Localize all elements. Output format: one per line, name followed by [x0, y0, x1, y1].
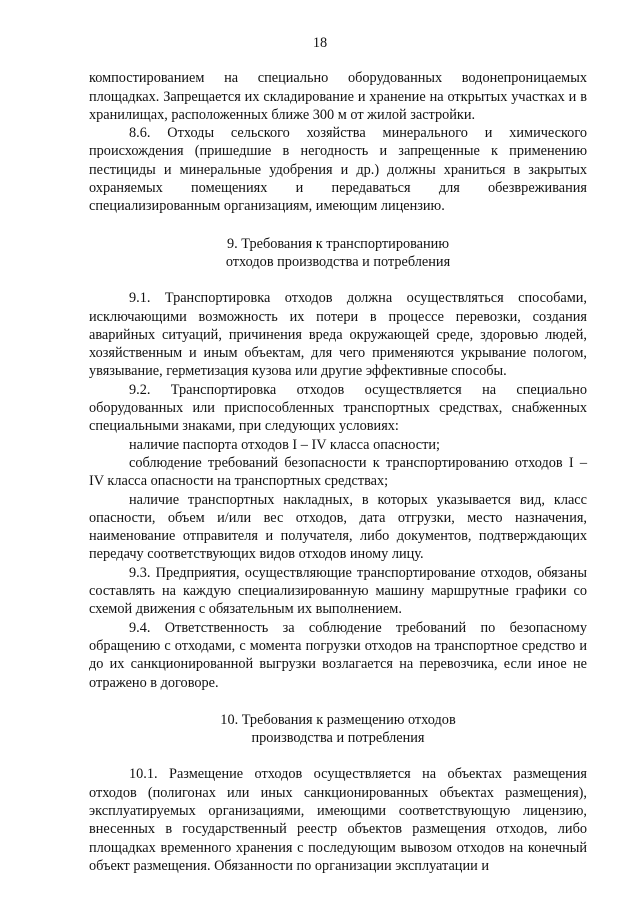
paragraph-9-3: 9.3. Предприятия, осуществляющие транспортирование отходов, обязаны составлять на каждую специализированную машину маршрутные графики со схемой движения с обязательным их выполнением. — [89, 564, 587, 618]
section-10-heading-line2: производства и потребления — [251, 730, 425, 747]
condition-safety: соблюдение требований безопасности к транспортированию отходов I – IV класса опасности на транспортных средствах; — [89, 454, 587, 490]
condition-passport: наличие паспорта отходов I – IV класса опасности; — [129, 436, 440, 453]
paragraph-9-2: 9.2. Транспортировка отходов осуществляется на специально оборудованных или приспособленных транспортных средствах, снабженных специальными знаками, при следующих условиях: — [89, 381, 587, 435]
section-9-heading-line2: отходов производства и потребления — [225, 253, 451, 270]
section-9-heading — [89, 235, 587, 272]
section-10-heading — [89, 711, 587, 748]
page-number: 18 — [312, 35, 328, 51]
section-10-heading-line1: 10. Требования к размещению отходов — [220, 711, 456, 728]
paragraph-10-1: 10.1. Размещение отходов осуществляется на объектах размещения отходов (полигонах или иных санкционированных объектах размещения), эксплуатируемых организациями, имеющими соответствующую лицензию, внесенных в государственный реестр объектов размещения отходов, либо площадках временного хранения с последующим вывозом отходов на конечный объект размещения. Обязанности по организации эксплуатации и — [89, 766, 587, 874]
condition-waybills: наличие транспортных накладных, в которых указывается вид, класс опасности, объем и/или вес отходов, дата отгрузки, место назначения, наименование отправителя и получателя, либо документов, подтверждающих передачу соответствующих видов отходов иному лицу. — [89, 491, 587, 563]
paragraph-9-4: 9.4. Ответственность за соблюдение требований по безопасному обращению с отходами, с момента погрузки отходов на транспортное средство и до их санкционированной выгрузки возлагается на перевозчика, если иное не отражено в договоре. — [89, 619, 587, 691]
section-9-heading-line1: 9. Требования к транспортированию — [226, 235, 450, 252]
paragraph-continuation: компостированием на специально оборудованных водонепроницаемых площадках. Запрещается их складирование и хранение на открытых участках и в хранилищах, расположенных ближе 300 м от жилой застройки. — [89, 70, 587, 123]
paragraph-9-1: 9.1. Транспортировка отходов должна осуществляться способами, исключающими возможность их потери в процессе перевозки, создания аварийных ситуаций, причинения вреда окружающей среде, здоровью людей, хозяйственным и иным объектам, для чего применяются укрывание пологом, увязывание, герметизация кузова или другие эффективные способы. — [89, 290, 587, 380]
paragraph-8-6: 8.6. Отходы сельского хозяйства минерального и химического происхождения (пришедшие в негодность и запрещенные к применению пестициды и минеральные удобрения и др.) должны храниться в закрытых охраняемых помещениях и передаваться для обезвреживания специализированным организациям, имеющим лицензию. — [89, 125, 587, 215]
